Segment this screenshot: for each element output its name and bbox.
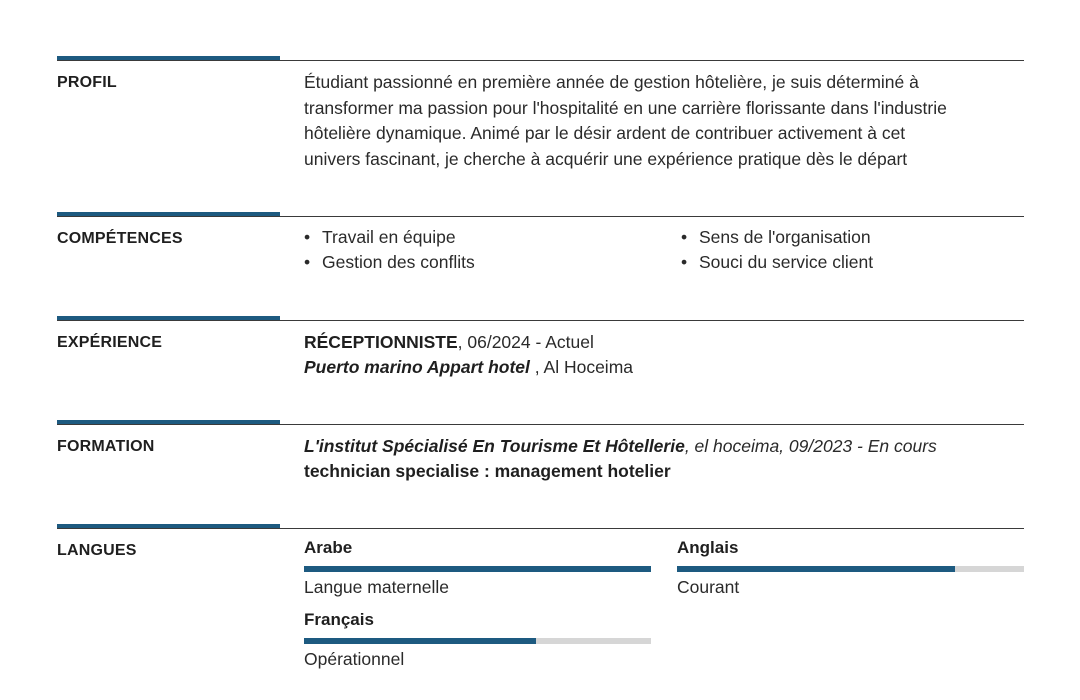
section-divider xyxy=(57,320,1024,321)
competences-content xyxy=(304,226,1024,278)
profil-content xyxy=(304,70,1024,172)
proficiency-bar xyxy=(304,638,651,644)
bullet-icon: • xyxy=(304,252,311,272)
proficiency-bar xyxy=(677,566,1024,572)
language-level: Langue maternelle xyxy=(304,577,449,597)
langues-content xyxy=(304,538,1024,700)
language-item xyxy=(677,538,1024,598)
language-name: Anglais xyxy=(677,538,739,557)
skill-item xyxy=(681,252,873,273)
langues-heading: LANGUES xyxy=(57,542,137,559)
profil-heading: PROFIL xyxy=(57,74,117,91)
employer-line xyxy=(304,355,1024,380)
bullet-icon: • xyxy=(681,227,688,247)
language-name: Français xyxy=(304,610,374,629)
skill-label: Travail en équipe xyxy=(322,227,456,247)
proficiency-bar-fill xyxy=(304,566,651,572)
formation-heading: FORMATION xyxy=(57,438,155,455)
employer-location: , Al Hoceima xyxy=(529,357,634,377)
proficiency-bar-fill xyxy=(677,566,955,572)
profil-line: Étudiant passionné en première année de gestion hôtelière, je suis déterminé à xyxy=(304,72,919,92)
employer-name: Puerto marino Appart hotel xyxy=(304,357,530,377)
profil-line: hôtelière dynamique. Animé par le désir ardent de contribuer activement à cet xyxy=(304,123,906,143)
experience-content xyxy=(304,330,1024,380)
skill-label: Sens de l'organisation xyxy=(699,227,871,247)
job-dates: , 06/2024 - Actuel xyxy=(457,332,594,352)
language-item xyxy=(304,538,651,598)
skill-item xyxy=(304,252,475,273)
profil-line: univers fascinant, je cherche à acquérir une expérience pratique dès le départ xyxy=(304,148,908,169)
language-item xyxy=(304,610,651,670)
skills-list xyxy=(304,226,1024,278)
skill-label: Souci du service client xyxy=(699,252,874,272)
language-name: Arabe xyxy=(304,538,353,557)
skill-item xyxy=(681,227,871,248)
formation-content xyxy=(304,434,1024,484)
skill-item xyxy=(304,227,456,248)
skill-label: Gestion des conflits xyxy=(322,252,475,272)
proficiency-bar xyxy=(304,566,651,572)
bullet-icon: • xyxy=(304,227,311,247)
school-line xyxy=(304,434,1024,459)
proficiency-bar-fill xyxy=(304,638,536,644)
section-divider xyxy=(57,216,1024,217)
section-divider xyxy=(57,424,1024,425)
school-details: , el hoceima, 09/2023 - En cours xyxy=(684,436,937,456)
degree-line: technician specialise : management hotelier xyxy=(304,461,671,481)
school-name: L'institut Spécialisé En Tourisme Et Hôtellerie xyxy=(304,436,685,456)
bullet-icon: • xyxy=(681,252,688,272)
experience-heading: EXPÉRIENCE xyxy=(57,334,163,351)
language-level: Courant xyxy=(677,577,740,597)
profil-line: transformer ma passion pour l'hospitalité en une carrière florissante dans l'industrie xyxy=(304,97,947,118)
section-divider xyxy=(57,528,1024,529)
job-line xyxy=(304,330,1024,355)
language-level: Opérationnel xyxy=(304,649,405,669)
competences-heading: COMPÉTENCES xyxy=(57,230,183,247)
job-title: RÉCEPTIONNISTE xyxy=(304,332,458,352)
section-divider xyxy=(57,60,1024,61)
